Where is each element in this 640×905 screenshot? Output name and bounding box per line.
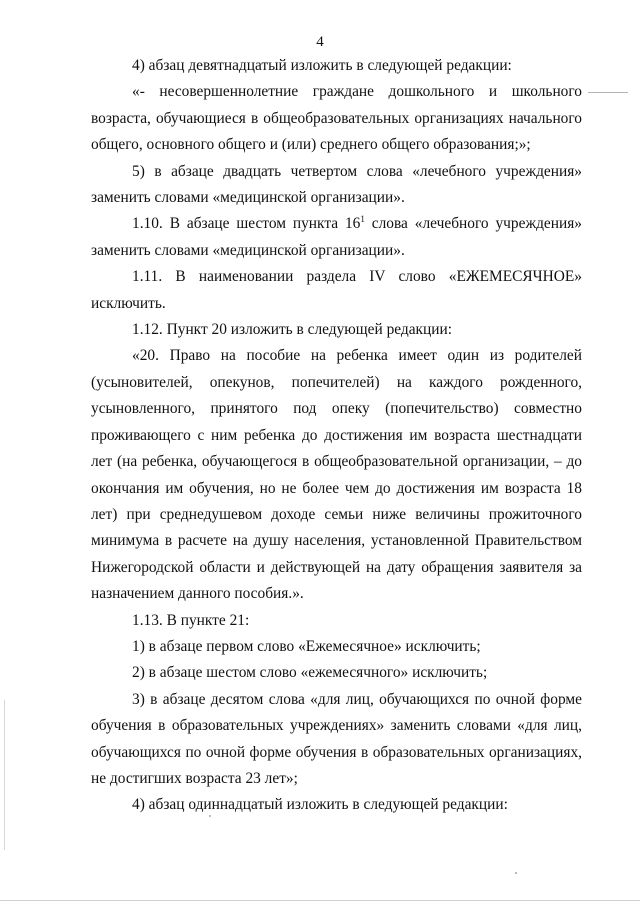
scan-dot bbox=[209, 815, 211, 817]
scan-artifact-bottom bbox=[0, 900, 640, 901]
page-number: 4 bbox=[316, 34, 324, 50]
paragraph-1-11: 1.11. В наименовании раздела IV слово «ЕЖЕМЕСЯЧНОЕ» исключить. bbox=[91, 268, 582, 312]
paragraph-1-13-item-1: 1) в абзаце первом слово «Ежемесячное» исключить; bbox=[132, 637, 481, 655]
paragraph-1-13-item-3: 3) в абзаце десятом слова «для лиц, обучающихся по очной форме обучения в образовательных учреждениях» заменить словами «для лиц, обучающихся по очной форме обучения в образовательных организациях, не достигших возраста 23 лет»; bbox=[91, 690, 582, 787]
paragraph-quote-minors: «- несовершеннолетние граждане дошкольного и школьного возраста, обучающиеся в общеобразовательных организациях начального общего, основного общего и (или) среднего общего образования;»; bbox=[91, 83, 582, 154]
paragraph-4-abzac-19: 4) абзац девятнадцатый изложить в следующей редакции: bbox=[132, 57, 512, 74]
paragraph-1-10-after: слова «лечебного учреждения» заменить словами «медицинской организации». bbox=[91, 215, 582, 259]
document-body bbox=[91, 53, 582, 819]
paragraph-quote-20: «20. Право на пособие на ребенка имеет один из родителей (усыновителей, опекунов, попечителей) на каждого рожденного, усыновленного, принятого под опеку (попечительство) совместно проживающего с ним ребенка до достижения им возраста шестнадцати лет (на ребенка, обучающегося в общеобразовательной организации, – до окончания им обучения, но не более чем до достижения им возраста 18 лет) при среднедушевом доходе семьи ниже величины прожиточного минимума в расчете на душу населения, установленной Правительством Нижегородской области и действующей на дату обращения заявителя за назначением данного пособия.». bbox=[91, 347, 582, 603]
paragraph-1-10-superscript: 1 bbox=[360, 214, 365, 225]
paragraph-1-13-item-4: 4) абзац одиннадцатый изложить в следующей редакции: bbox=[132, 796, 508, 814]
paragraph-1-13: 1.13. В пункте 21: bbox=[132, 611, 250, 629]
scan-dot-2 bbox=[515, 872, 517, 874]
paragraph-5-abzac-24: 5) в абзаце двадцать четвертом слова «лечебного учреждения» заменить словами «медицинской организации». bbox=[91, 162, 582, 207]
paragraph-1-12: 1.12. Пункт 20 изложить в следующей редакции: bbox=[132, 321, 453, 339]
scan-artifact-left bbox=[4, 700, 5, 850]
paragraph-1-10 bbox=[91, 211, 582, 264]
paragraph-1-10-before: 1.10. В абзаце шестом пункта 16 bbox=[132, 215, 361, 233]
paragraph-1-13-item-2: 2) в абзаце шестом слово «ежемесячного» исключить; bbox=[132, 664, 488, 682]
scan-artifact-right bbox=[588, 92, 628, 93]
